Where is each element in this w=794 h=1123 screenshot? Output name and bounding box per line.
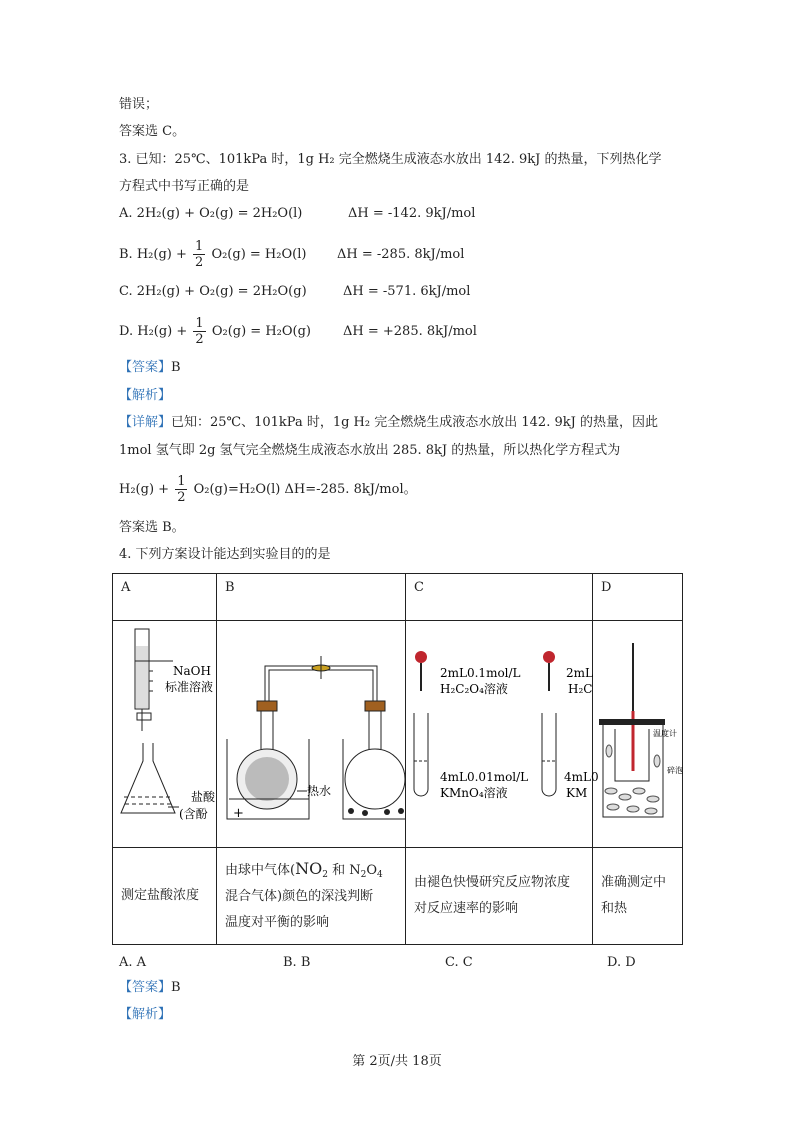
fraction: $\frac{1}{2}$: [195, 239, 204, 270]
indicator-label: (含酚: [179, 807, 208, 821]
q3-detail-1: 【详解】已知：25℃、101kPa 时，1g H₂ 完全燃烧生成液态水放出 142. 9kJ 的热量，因此: [119, 415, 658, 430]
c-top-label-cut-1: 2mL: [566, 666, 593, 680]
prev-line-1: 错误；: [119, 97, 159, 112]
c-top-label-1: 2mL0.1mol/L: [440, 666, 521, 680]
apparatus-b: [217, 621, 406, 848]
calorimeter-diagram: [593, 621, 683, 843]
q3-analysis-tag: 【解析】: [119, 388, 172, 403]
test-tube-diagram: [406, 621, 599, 843]
header-b: B: [217, 574, 406, 621]
fraction: $\frac{1}{2}$: [177, 474, 186, 505]
purpose-a: 测定盐酸浓度: [113, 848, 217, 945]
foam-label: 碎泡: [667, 766, 683, 775]
c-bottom-label-1: 4mL0.01mol/L: [440, 770, 529, 784]
q4-option-a: A. A: [119, 955, 147, 970]
c-top-label-2: H₂C₂O₄溶液: [440, 682, 508, 696]
q3-detail-2: 1mol 氢气即 2g 氢气完全燃烧生成液态水放出 285. 8kJ 的热量，所以热化学方程式为: [119, 443, 621, 458]
titration-diagram: [113, 621, 217, 843]
q4-analysis-tag: 【解析】: [119, 1007, 172, 1022]
apparatus-d: [593, 621, 683, 848]
c-bottom-label-cut-2: KM: [566, 786, 588, 800]
q3-stem-1: 3. 已知：25℃、101kPa 时，1g H₂ 完全燃烧生成液态水放出 142. 9kJ 的热量，下列热化学: [119, 152, 662, 167]
page-footer: 第 2页/共 18页: [352, 1054, 442, 1069]
q4-option-c: C. C: [445, 955, 473, 970]
q3-option-c: C. 2H₂(g) + O₂(g) = 2H₂O(g) ΔH = -571. 6kJ/mol: [119, 284, 471, 299]
q3-conclusion: 答案选 B。: [119, 520, 185, 535]
fraction: $\frac{1}{2}$: [195, 316, 204, 347]
thermometer-label: 温度计: [653, 729, 677, 738]
apparatus-a: [113, 621, 217, 848]
hcl-label: 盐酸: [191, 790, 216, 804]
q4-stem: 4. 下列方案设计能达到实验目的的是: [119, 547, 331, 562]
q3-final-equation: H₂(g) + $\frac{1}{2}$ O₂(g)=H₂O(l) ΔH=-285. 8kJ/mol。: [119, 474, 417, 505]
flask-equilibrium-diagram: [217, 621, 406, 843]
standard-solution-label: 标准溶液: [165, 680, 214, 694]
q3-option-a: A. 2H₂(g) + O₂(g) = 2H₂O(l) ΔH = -142. 9kJ/mol: [119, 206, 476, 221]
q3-stem-2: 方程式中书写正确的是: [119, 179, 250, 194]
q4-option-d: D. D: [607, 955, 636, 970]
prev-line-2: 答案选 C。: [119, 124, 186, 139]
c-top-label-cut-2: H₂C: [568, 682, 593, 696]
purpose-c: 由褪色快慢研究反应物浓度 对反应速率的影响: [406, 848, 593, 945]
q3-answer: 【答案】B: [119, 360, 181, 375]
purpose-b: 由球中气体($NO_2$ 和 $N_2O_4$ 混合气体)颜色的深浅判断 温度对平衡的影响: [217, 848, 406, 945]
q3-option-b: B. H₂(g) + $\frac{1}{2}$ O₂(g) = H₂O(l) ΔH = -285. 8kJ/mol: [119, 239, 465, 270]
header-d: D: [593, 574, 683, 621]
q3-option-d: D. H₂(g) + $\frac{1}{2}$ O₂(g) = H₂O(g) ΔH = +285. 8kJ/mol: [119, 316, 477, 347]
q4-table: [112, 573, 683, 945]
q4-answer: 【答案】B: [119, 980, 181, 995]
c-bottom-label-2: KMnO₄溶液: [440, 786, 508, 800]
apparatus-c: [406, 621, 599, 848]
c-bottom-label-cut-1: 4mL0: [564, 770, 599, 784]
naoh-label: NaOH: [173, 664, 211, 678]
plus-mark: +: [233, 806, 244, 821]
header-a: A: [113, 574, 217, 621]
q4-option-b: B. B: [283, 955, 311, 970]
purpose-d: 准确测定中 和热: [593, 848, 683, 945]
header-c: C: [406, 574, 593, 621]
hot-water-label: 热水: [307, 784, 332, 798]
